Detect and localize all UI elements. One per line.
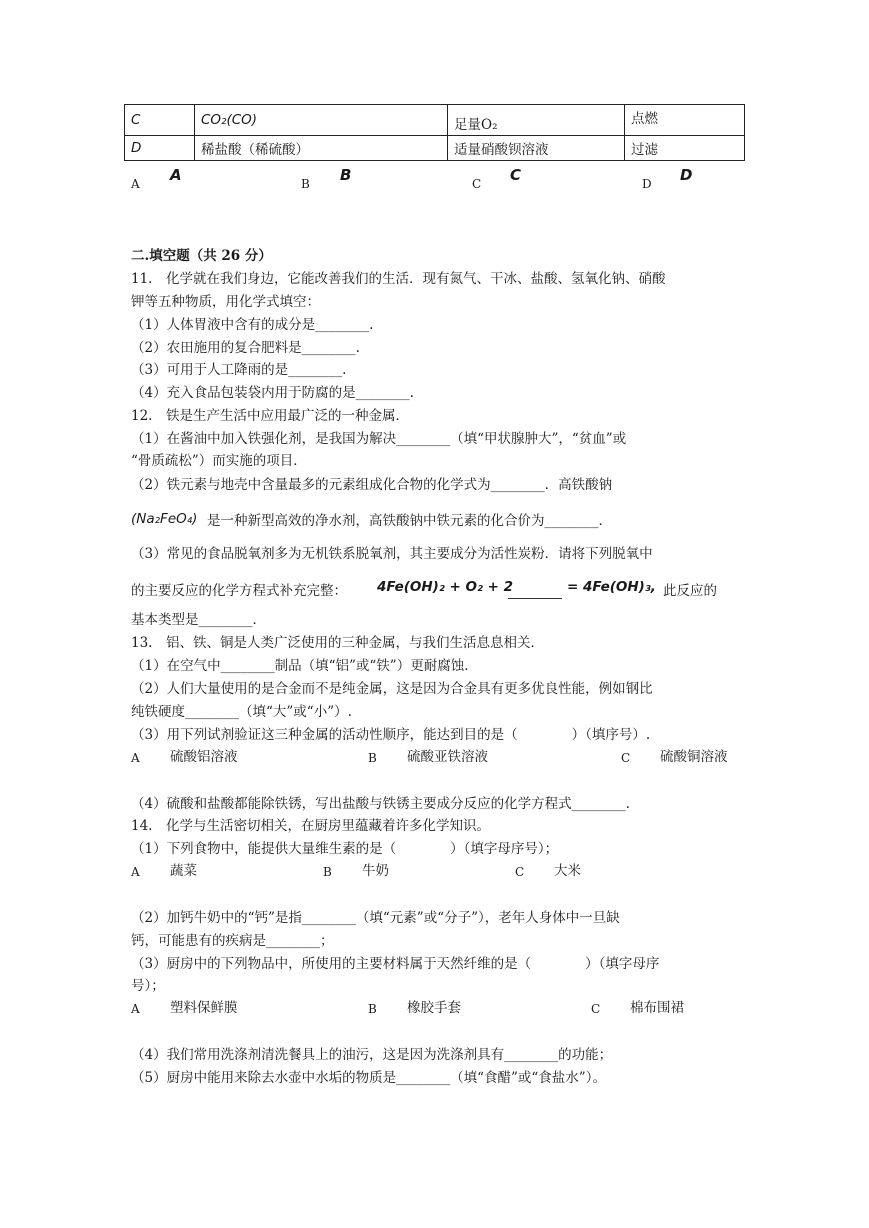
q12-stem: 12. 铁是生产生活中应用最广泛的一种金属． <box>131 408 409 424</box>
table-cell-substance: 稀盐酸（稀硫酸） <box>195 136 448 161</box>
q14-p1: （1）下列食物中，能提供大量维生素的是（ ）（填字母序号）； <box>131 841 559 857</box>
q11-item-1: （1）人体胃液中含有的成分是________. <box>131 317 374 333</box>
q11-item-3: （3）可用于人工降雨的是________. <box>131 362 347 378</box>
q14-p3-option-a-text: 塑料保鲜膜 <box>170 1000 238 1016</box>
q12-equation-left: 4Fe(OH)₂ + O₂ + 2 <box>377 579 513 595</box>
q12-p2-line1: （2）铁元素与地壳中含量最多的元素组成化合物的化学式为________．高铁酸钠 <box>131 477 613 493</box>
table-cell-reagent: 足量O₂ <box>448 105 625 136</box>
q13-option-a-letter[interactable]: A <box>131 751 140 765</box>
q13-option-c-letter[interactable]: C <box>621 751 631 765</box>
section-title: 二.填空题（共 26 分） <box>131 248 272 264</box>
q14-p3-option-b-letter[interactable]: B <box>368 1002 377 1016</box>
q12-p3-line3: 基本类型是________． <box>131 612 266 628</box>
q14-p2-line1: （2）加钙牛奶中的“钙”是指________（填“元素”或“分子”），老年人身体中一旦缺 <box>131 910 620 926</box>
q12-p3-line2-pre: 的主要反应的化学方程式补充完整： <box>131 583 347 599</box>
q14-p3-line2: 号）； <box>131 978 165 994</box>
option-d-value: D <box>680 166 693 184</box>
q14-p3-line1: （3）厨房中的下列物品中，所使用的主要材料属于天然纤维的是（ ）（填字母序 <box>131 956 660 972</box>
q13-p2-line2: 纯铁硬度________（填“大”或“小”）. <box>131 704 352 720</box>
q14-p1-option-c-text: 大米 <box>554 863 581 879</box>
q12-p2-line2: 是一种新型高效的净水剂，高铁酸钠中铁元素的化合价为________． <box>207 513 612 529</box>
table-row <box>125 105 745 136</box>
q13-p3: （3）用下列试剂验证这三种金属的活动性顺序，能达到目的是（ ）（填序号）. <box>131 727 651 743</box>
q13-option-a-text: 硫酸铝溶液 <box>170 749 238 765</box>
q13-stem: 13. 铝、铁、铜是人类广泛使用的三种金属，与我们生活息息相关． <box>131 635 544 651</box>
q13-p4: （4）硫酸和盐酸都能除铁锈，写出盐酸与铁锈主要成分反应的化学方程式________. <box>131 796 630 812</box>
table-row <box>125 136 745 161</box>
q14-p3-option-a-letter[interactable]: A <box>131 1002 140 1016</box>
q14-p1-option-b-text: 牛奶 <box>362 863 389 879</box>
q13-p2-line1: （2）人们大量使用的是合金而不是纯金属，这是因为合金具有更多优良性能，例如钢比 <box>131 681 653 697</box>
q14-p1-option-a-letter[interactable]: A <box>131 865 140 879</box>
table-cell-letter: C <box>125 105 195 136</box>
q12-p1-line2: “骨质疏松”）而实施的项目． <box>131 453 307 469</box>
q12-p1-line1: （1）在酱油中加入铁强化剂，是我国为解决________（填“甲状腺肿大”，“贫血”或 <box>131 431 627 447</box>
table-cell-operation: 点燃 <box>625 105 745 136</box>
q14-p3-option-b-text: 橡胶手套 <box>407 1000 461 1016</box>
q13-option-c-text: 硫酸铜溶液 <box>660 749 728 765</box>
q11-item-2: （2）农田施用的复合肥料是________. <box>131 340 360 356</box>
q12-p3-line2-post: 此反应的 <box>663 583 717 599</box>
q14-p1-option-a-text: 蔬菜 <box>170 863 197 879</box>
q14-stem: 14. 化学与生活密切相关，在厨房里蕴藏着许多化学知识。 <box>131 818 490 834</box>
equation-blank[interactable] <box>508 585 562 599</box>
q14-p3-option-c-text: 棉布围裙 <box>630 1000 684 1016</box>
q11-stem-line1: 11. 化学就在我们身边，它能改善我们的生活．现有氮气、干冰、盐酸、氢氧化钠、硝酸 <box>131 271 666 287</box>
q14-p4: （4）我们常用洗涤剂清洗餐具上的油污，这是因为洗涤剂具有________的功能； <box>131 1047 613 1063</box>
option-a-letter[interactable]: A <box>131 177 140 191</box>
option-a-value: A <box>170 166 182 184</box>
option-c-value: C <box>510 166 522 184</box>
table-cell-substance: CO₂(CO) <box>195 105 448 136</box>
q13-option-b-letter[interactable]: B <box>368 751 377 765</box>
table-cell-reagent: 适量硝酸钡溶液 <box>448 136 625 161</box>
option-c-letter[interactable]: C <box>472 177 482 191</box>
q12-p3-line1: （3）常见的食品脱氧剂多为无机铁系脱氧剂，其主要成分为活性炭粉．请将下列脱氧中 <box>131 546 653 562</box>
q12-equation-right: = 4Fe(OH)₃, <box>567 579 656 595</box>
q12-p2-formula: (Na₂FeO₄) <box>131 511 198 527</box>
q13-p1: （1）在空气中________制品（填“铝”或“铁”）更耐腐蚀． <box>131 658 478 674</box>
q14-p2-line2: 钙，可能患有的疾病是________； <box>131 933 334 949</box>
q14-p1-option-b-letter[interactable]: B <box>323 865 332 879</box>
q11-stem-line2: 钾等五种物质，用化学式填空： <box>131 294 320 310</box>
option-d-letter[interactable]: D <box>642 177 652 191</box>
q11-item-4: （4）充入食品包装袋内用于防腐的是________. <box>131 385 414 401</box>
table-cell-operation: 过滤 <box>625 136 745 161</box>
q14-p1-option-c-letter[interactable]: C <box>515 865 525 879</box>
options-table <box>124 104 745 161</box>
option-b-letter[interactable]: B <box>301 177 310 191</box>
option-b-value: B <box>340 166 352 184</box>
table-cell-letter: D <box>125 136 195 161</box>
q13-option-b-text: 硫酸亚铁溶液 <box>407 749 488 765</box>
q14-p5: （5）厨房中能用来除去水壶中水垢的物质是________（填“食醋”或“食盐水”）。 <box>131 1070 606 1086</box>
q14-p3-option-c-letter[interactable]: C <box>591 1002 601 1016</box>
